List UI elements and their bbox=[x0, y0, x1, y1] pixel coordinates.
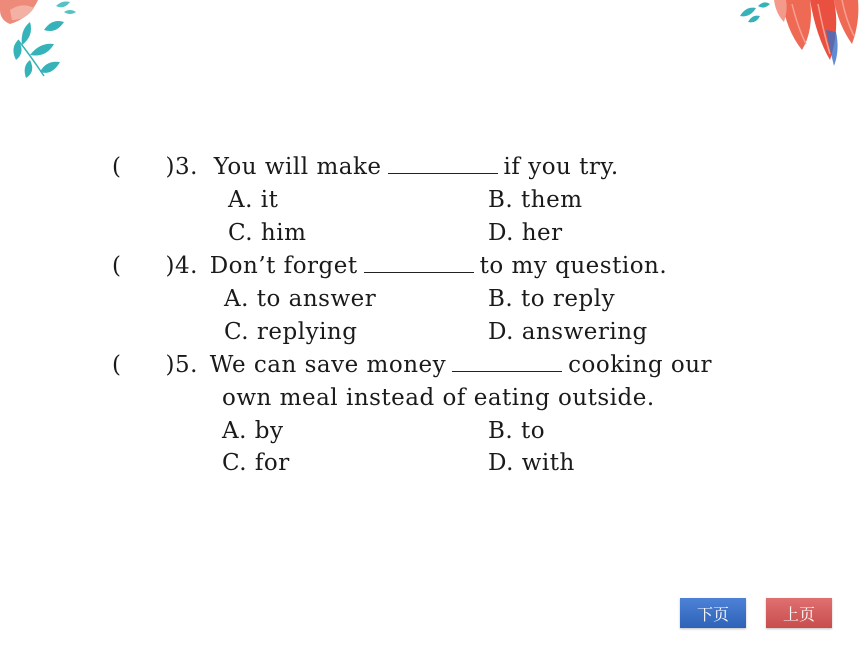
question-number: )3. bbox=[165, 154, 198, 180]
top-left-leaf-decoration bbox=[0, 0, 90, 95]
answer-paren-open: ( bbox=[112, 253, 122, 279]
answer-blank bbox=[388, 155, 498, 174]
option-c: C. for bbox=[222, 450, 290, 476]
next-page-button[interactable]: 下页 bbox=[680, 598, 746, 628]
option-b: B. to reply bbox=[488, 286, 616, 312]
option-c: C. replying bbox=[224, 319, 358, 345]
question-number: )4. bbox=[165, 253, 198, 279]
question-5 bbox=[112, 352, 712, 378]
option-a: A. by bbox=[222, 418, 284, 444]
option-c: C. him bbox=[228, 220, 307, 246]
question-3 bbox=[112, 154, 619, 180]
option-d: D. with bbox=[488, 450, 575, 476]
question-text-before: You will make bbox=[213, 154, 382, 180]
option-a: A. to answer bbox=[224, 286, 377, 312]
question-number: )5. bbox=[165, 352, 198, 378]
answer-paren-open: ( bbox=[112, 154, 122, 180]
answer-blank bbox=[452, 353, 562, 372]
question-text-after: to my question. bbox=[479, 253, 668, 279]
question-4 bbox=[112, 253, 667, 279]
option-b: B. them bbox=[488, 187, 583, 213]
option-d: D. her bbox=[488, 220, 563, 246]
question-5-line-2: own meal instead of eating outside. bbox=[222, 385, 655, 411]
question-text-before: We can save money bbox=[209, 352, 447, 378]
top-right-leaf-decoration bbox=[730, 0, 860, 75]
option-b: B. to bbox=[488, 418, 546, 444]
answer-blank bbox=[364, 254, 474, 273]
option-d: D. answering bbox=[488, 319, 648, 345]
question-text-before: Don’t forget bbox=[209, 253, 358, 279]
option-a: A. it bbox=[228, 187, 279, 213]
question-text-after: cooking our bbox=[568, 352, 713, 378]
question-text-after: if you try. bbox=[503, 154, 619, 180]
previous-page-button[interactable]: 上页 bbox=[766, 598, 832, 628]
answer-paren-open: ( bbox=[112, 352, 122, 378]
